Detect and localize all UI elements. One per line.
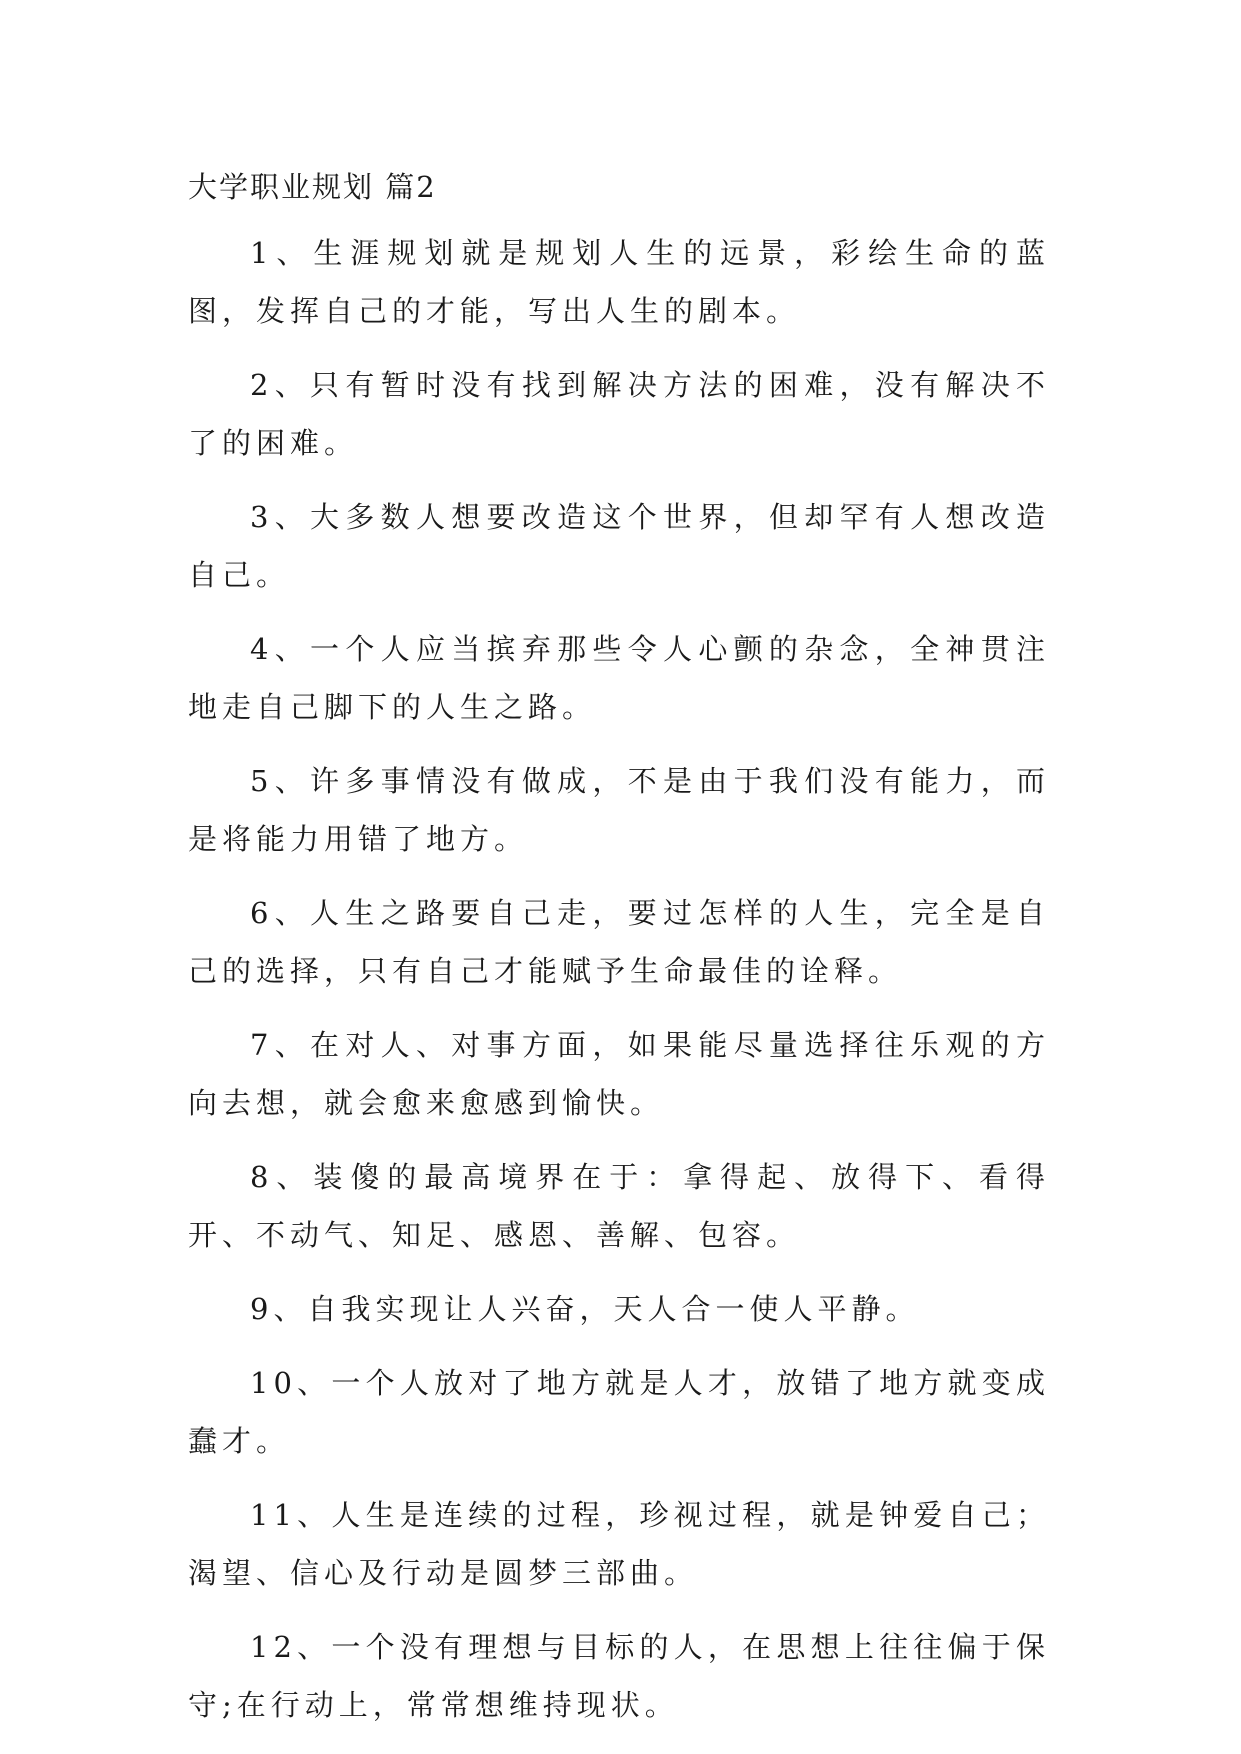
paragraph-12: 12、一个没有理想与目标的人，在思想上往往偏于保守;在行动上，常常想维持现状。 [188,1630,1050,1722]
paragraph-2: 2、只有暂时没有找到解决方法的困难，没有解决不了的困难。 [188,368,1050,460]
paragraph-10: 10、一个人放对了地方就是人才，放错了地方就变成蠢才。 [188,1366,1050,1458]
paragraph-8: 8、装傻的最高境界在于：拿得起、放得下、看得开、不动气、知足、感恩、善解、包容。 [188,1160,1050,1252]
document-body [188,166,1050,1734]
paragraph-6: 6、人生之路要自己走，要过怎样的人生，完全是自己的选择，只有自己才能赋予生命最佳的诠释。 [188,896,1050,988]
paragraph-9: 9、自我实现让人兴奋，天人合一使人平静。 [250,1292,920,1326]
paragraph-1: 1、生涯规划就是规划人生的远景，彩绘生命的蓝图，发挥自己的才能，写出人生的剧本。 [188,236,1050,328]
paragraph-3: 3、大多数人想要改造这个世界，但却罕有人想改造自己。 [188,500,1050,592]
paragraph-11: 11、人生是连续的过程，珍视过程，就是钟爱自己；渴望、信心及行动是圆梦三部曲。 [188,1498,1050,1590]
paragraph-4: 4、一个人应当摈弃那些令人心颤的杂念，全神贯注地走自己脚下的人生之路。 [188,632,1050,724]
document-title: 大学职业规划 篇2 [188,170,437,204]
paragraph-7: 7、在对人、对事方面，如果能尽量选择往乐观的方向去想，就会愈来愈感到愉快。 [188,1028,1050,1120]
paragraph-5: 5、许多事情没有做成，不是由于我们没有能力，而是将能力用错了地方。 [188,764,1050,856]
